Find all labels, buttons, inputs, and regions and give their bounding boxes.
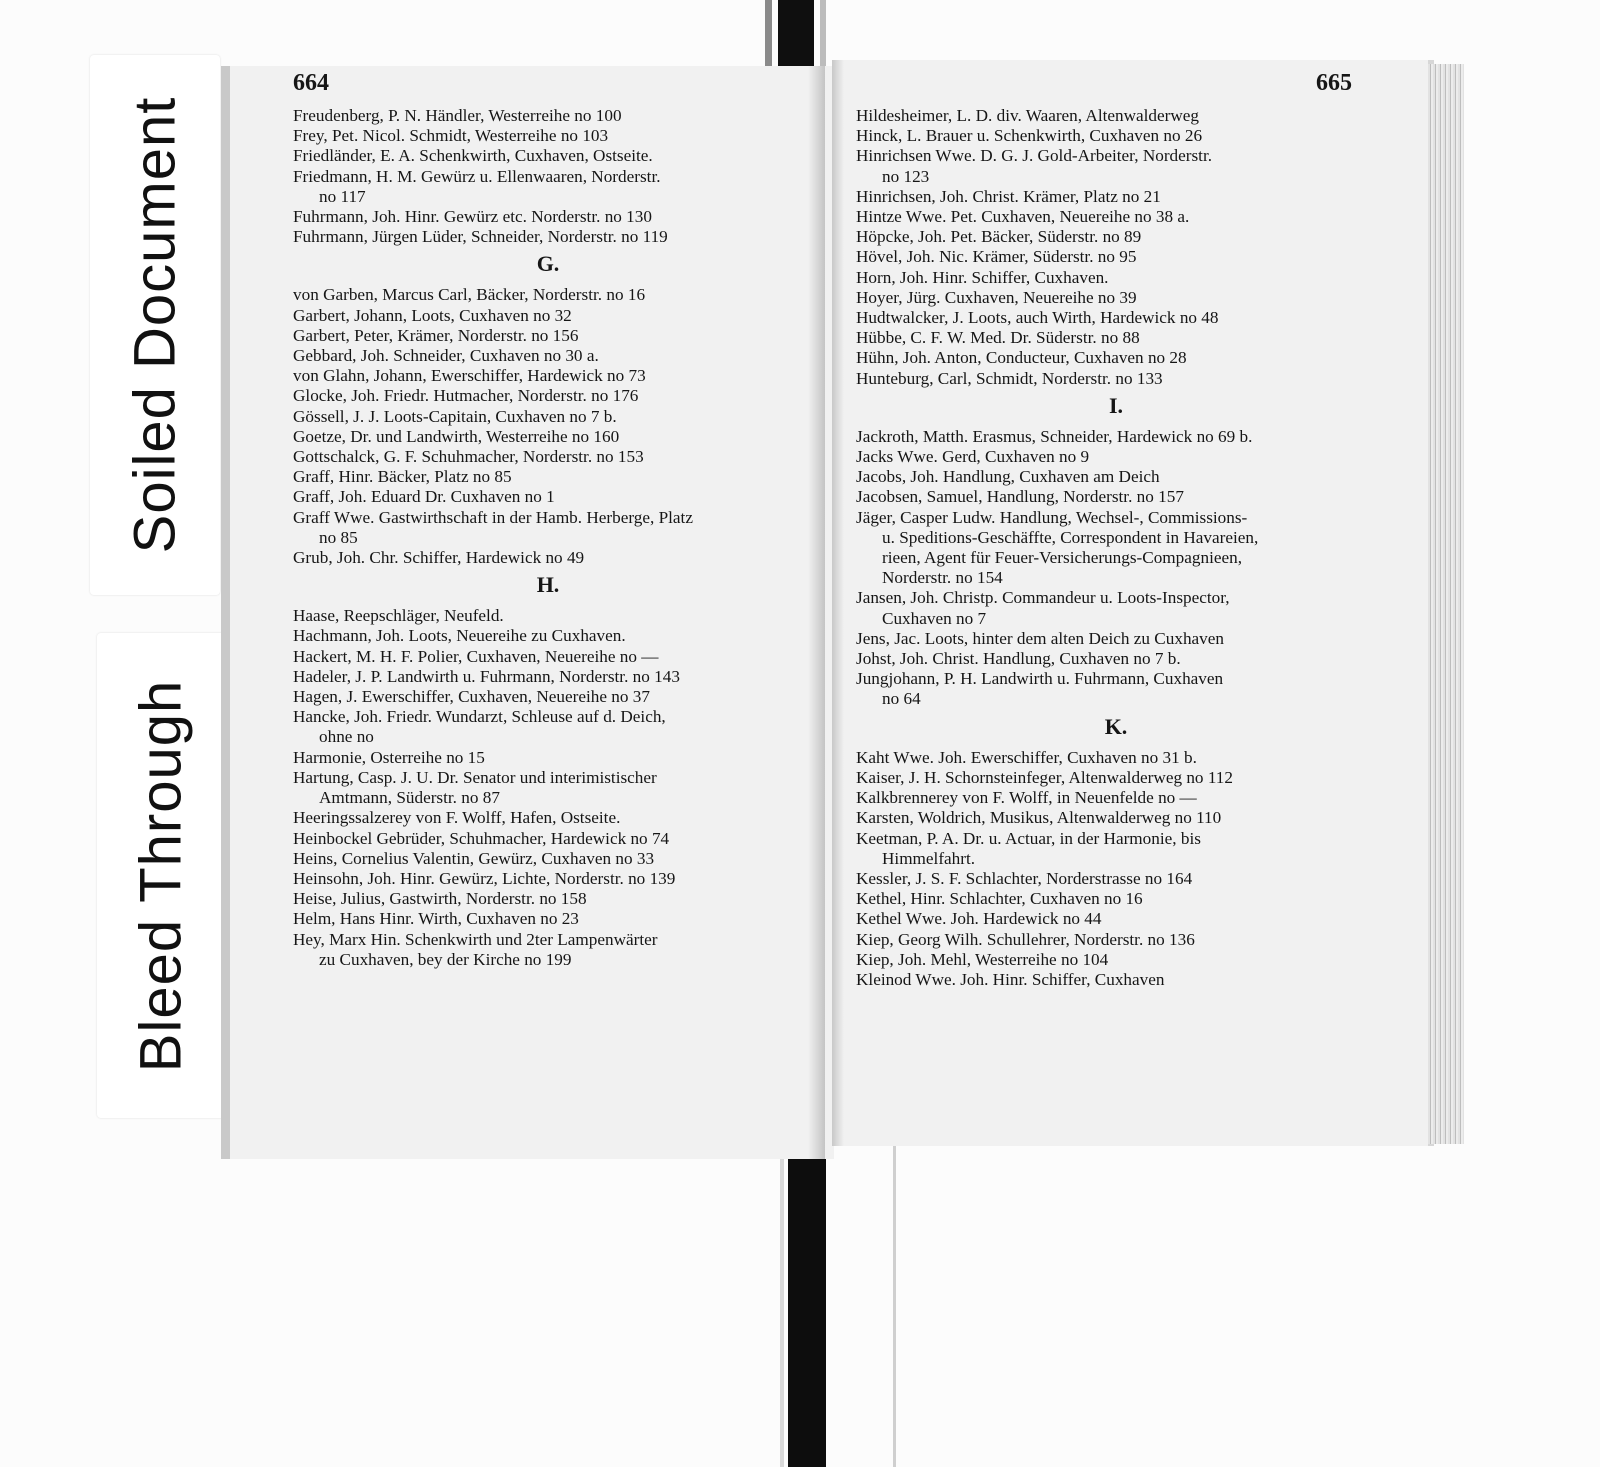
binding-shadow xyxy=(820,0,826,75)
directory-entry: Graff Wwe. Gastwirthschaft in der Hamb. Herberge, Platz xyxy=(293,507,693,527)
page-number-left: 664 xyxy=(293,70,329,96)
directory-entry: Hartung, Casp. J. U. Dr. Senator und interimistischer xyxy=(293,767,657,787)
directory-entry: von Garben, Marcus Carl, Bäcker, Norderstr. no 16 xyxy=(293,285,646,305)
directory-entry: Goetze, Dr. und Landwirth, Westerreihe no 160 xyxy=(293,426,620,446)
directory-entry: Heinsohn, Joh. Hinr. Gewürz, Lichte, Norderstr. no 139 xyxy=(293,868,676,888)
gutter-shadow xyxy=(832,60,844,1146)
directory-entry: Kethel Wwe. Joh. Hardewick no 44 xyxy=(856,909,1102,929)
directory-entry: Garbert, Johann, Loots, Cuxhaven no 32 xyxy=(293,305,572,325)
section-letter: H. xyxy=(536,572,560,598)
directory-entry: Hübbe, C. F. W. Med. Dr. Süderstr. no 88 xyxy=(856,328,1140,348)
directory-entry: Hadeler, J. P. Landwirth u. Fuhrmann, Norderstr. no 143 xyxy=(293,666,680,686)
directory-entry: Höpcke, Joh. Pet. Bäcker, Süderstr. no 89 xyxy=(856,227,1142,247)
directory-entry: Freudenberg, P. N. Händler, Westerreihe no 100 xyxy=(293,106,622,125)
bleed-through-stamp xyxy=(97,633,225,1118)
directory-entry: Hinrichsen Wwe. D. G. J. Gold-Arbeiter, Norderstr. xyxy=(856,146,1213,166)
directory-entry: Glocke, Joh. Friedr. Hutmacher, Norderstr. no 176 xyxy=(293,386,639,406)
directory-entry: Heeringssalzerey von F. Wolff, Hafen, Ostseite. xyxy=(293,808,621,828)
directory-entry: Fuhrmann, Joh. Hinr. Gewürz etc. Norderstr. no 130 xyxy=(293,207,652,227)
directory-entry: Gebbard, Joh. Schneider, Cuxhaven no 30 a. xyxy=(293,346,599,366)
directory-entry: Haase, Reepschläger, Neufeld. xyxy=(293,606,504,626)
directory-entry: Gössell, J. J. Loots-Capitain, Cuxhaven no 7 b. xyxy=(293,406,617,426)
directory-entry: Kleinod Wwe. Joh. Hinr. Schiffer, Cuxhaven xyxy=(856,969,1165,989)
directory-entry: Helm, Hans Hinr. Wirth, Cuxhaven no 23 xyxy=(293,909,579,929)
entry-continuation: no 117 xyxy=(319,186,366,206)
directory-entry: Garbert, Peter, Krämer, Norderstr. no 156 xyxy=(293,325,579,345)
directory-entry: Keetman, P. A. Dr. u. Actuar, in der Harmonie, bis xyxy=(856,828,1201,848)
directory-entry: Heise, Julius, Gastwirth, Norderstr. no 158 xyxy=(293,889,587,909)
entry-continuation: rieen, Agent für Feuer-Versicherungs-Compagnieen, xyxy=(882,548,1242,568)
left-column xyxy=(293,106,803,970)
directory-entry: Grub, Joh. Chr. Schiffer, Hardewick no 49 xyxy=(293,548,585,568)
directory-entry: Jansen, Joh. Christp. Commandeur u. Loots-Inspector, xyxy=(856,588,1230,608)
directory-entry: Kessler, J. S. F. Schlachter, Norderstrasse no 164 xyxy=(856,868,1193,888)
directory-entry: Graff, Hinr. Bäcker, Platz no 85 xyxy=(293,467,512,487)
directory-entry: Graff, Joh. Eduard Dr. Cuxhaven no 1 xyxy=(293,487,555,507)
binding-spine-bottom xyxy=(788,1130,826,1467)
directory-entry: Kaht Wwe. Joh. Ewerschiffer, Cuxhaven no 31 b. xyxy=(856,747,1197,767)
directory-entry: Frey, Pet. Nicol. Schmidt, Westerreihe no 103 xyxy=(293,126,609,146)
directory-entry: von Glahn, Johann, Ewerschiffer, Hardewick no 73 xyxy=(293,366,646,386)
directory-entry: Fuhrmann, Jürgen Lüder, Schneider, Norderstr. no 119 xyxy=(293,227,668,247)
gutter-shadow xyxy=(808,66,825,1159)
entry-continuation: no 85 xyxy=(319,527,358,547)
directory-entry: Kaiser, J. H. Schornsteinfeger, Altenwalderweg no 112 xyxy=(856,767,1233,787)
directory-entry: Jens, Jac. Loots, hinter dem alten Deich zu Cuxhaven xyxy=(856,628,1224,648)
right-column xyxy=(856,106,1376,990)
directory-entry: Hudtwalcker, J. Loots, auch Wirth, Hardewick no 48 xyxy=(856,308,1219,328)
directory-entry: Kethel, Hinr. Schlachter, Cuxhaven no 16 xyxy=(856,889,1143,909)
directory-entry: Hildesheimer, L. D. div. Waaren, Altenwalderweg xyxy=(856,106,1199,125)
entry-continuation: zu Cuxhaven, bey der Kirche no 199 xyxy=(319,949,572,969)
directory-entry: Jacks Wwe. Gerd, Cuxhaven no 9 xyxy=(856,447,1090,467)
binding-shadow xyxy=(893,1140,896,1467)
stamp-text: Soiled Document xyxy=(122,96,188,554)
directory-entry: Hey, Marx Hin. Schenkwirth und 2ter Lampenwärter xyxy=(293,929,658,949)
directory-entry: Jäger, Casper Ludw. Handlung, Wechsel-, Commissions- xyxy=(856,507,1248,527)
directory-entry: Gottschalck, G. F. Schuhmacher, Norderstr. no 153 xyxy=(293,447,644,467)
directory-entry: Heins, Cornelius Valentin, Gewürz, Cuxhaven no 33 xyxy=(293,848,655,868)
entry-continuation: no 123 xyxy=(882,166,930,186)
directory-entry: Hunteburg, Carl, Schmidt, Norderstr. no 133 xyxy=(856,368,1163,388)
section-letter: I. xyxy=(1108,392,1124,418)
entry-continuation: ohne no xyxy=(319,727,374,747)
directory-entry: Hachmann, Joh. Loots, Neuereihe zu Cuxhaven. xyxy=(293,626,626,646)
directory-entry: Kiep, Joh. Mehl, Westerreihe no 104 xyxy=(856,949,1109,969)
directory-entry: Hackert, M. H. F. Polier, Cuxhaven, Neuereihe no — xyxy=(293,646,659,666)
page-fore-edge xyxy=(1428,64,1464,1144)
entry-continuation: Himmelfahrt. xyxy=(882,848,976,868)
directory-entry: Jacobsen, Samuel, Handlung, Norderstr. no 157 xyxy=(856,487,1184,507)
binding-shadow xyxy=(780,1140,784,1467)
stamp-text: Bleed Through xyxy=(128,679,194,1072)
directory-entry: Karsten, Woldrich, Musikus, Altenwalderweg no 110 xyxy=(856,808,1222,828)
entry-continuation: u. Speditions-Geschäffte, Correspondent in Havareien, xyxy=(882,527,1259,547)
binding-shadow xyxy=(765,0,772,70)
directory-entry: Friedmann, H. M. Gewürz u. Ellenwaaren, Norderstr. xyxy=(293,166,661,186)
entry-continuation: Amtmann, Süderstr. no 87 xyxy=(319,788,500,808)
directory-entry: Horn, Joh. Hinr. Schiffer, Cuxhaven. xyxy=(856,267,1109,287)
directory-entry: Hinrichsen, Joh. Christ. Krämer, Platz no 21 xyxy=(856,186,1161,206)
entry-continuation: no 64 xyxy=(882,689,921,709)
directory-entry: Hoyer, Jürg. Cuxhaven, Neuereihe no 39 xyxy=(856,287,1137,307)
soiled-document-stamp xyxy=(90,55,220,595)
directory-entry: Kalkbrennerey von F. Wolff, in Neuenfelde no — xyxy=(856,788,1197,808)
directory-entry: Johst, Joh. Christ. Handlung, Cuxhaven no 7 b. xyxy=(856,649,1181,669)
directory-entry: Hövel, Joh. Nic. Krämer, Süderstr. no 95 xyxy=(856,247,1137,267)
section-letter: G. xyxy=(536,251,560,277)
directory-entry: Harmonie, Osterreihe no 15 xyxy=(293,747,485,767)
entry-continuation: Cuxhaven no 7 xyxy=(882,608,987,628)
directory-entry: Hühn, Joh. Anton, Conducteur, Cuxhaven no 28 xyxy=(856,348,1187,368)
page-number-right: 665 xyxy=(1316,70,1352,96)
section-letter: K. xyxy=(1104,713,1128,739)
directory-entry: Heinbockel Gebrüder, Schuhmacher, Hardewick no 74 xyxy=(293,828,670,848)
directory-entry: Kiep, Georg Wilh. Schullehrer, Norderstr. no 136 xyxy=(856,929,1195,949)
entry-continuation: Norderstr. no 154 xyxy=(882,568,1003,588)
directory-entry: Hintze Wwe. Pet. Cuxhaven, Neuereihe no 38 a. xyxy=(856,207,1190,227)
directory-entry: Jackroth, Matth. Erasmus, Schneider, Hardewick no 69 b. xyxy=(856,426,1253,446)
directory-entry: Friedländer, E. A. Schenkwirth, Cuxhaven, Ostseite. xyxy=(293,146,653,166)
directory-entry: Jungjohann, P. H. Landwirth u. Fuhrmann, Cuxhaven xyxy=(856,669,1224,689)
directory-entry: Hinck, L. Brauer u. Schenkwirth, Cuxhaven no 26 xyxy=(856,126,1203,146)
directory-entry: Hagen, J. Ewerschiffer, Cuxhaven, Neuereihe no 37 xyxy=(293,687,650,707)
directory-entry: Jacobs, Joh. Handlung, Cuxhaven am Deich xyxy=(856,467,1160,487)
directory-entry: Hancke, Joh. Friedr. Wundarzt, Schleuse auf d. Deich, xyxy=(293,707,666,727)
